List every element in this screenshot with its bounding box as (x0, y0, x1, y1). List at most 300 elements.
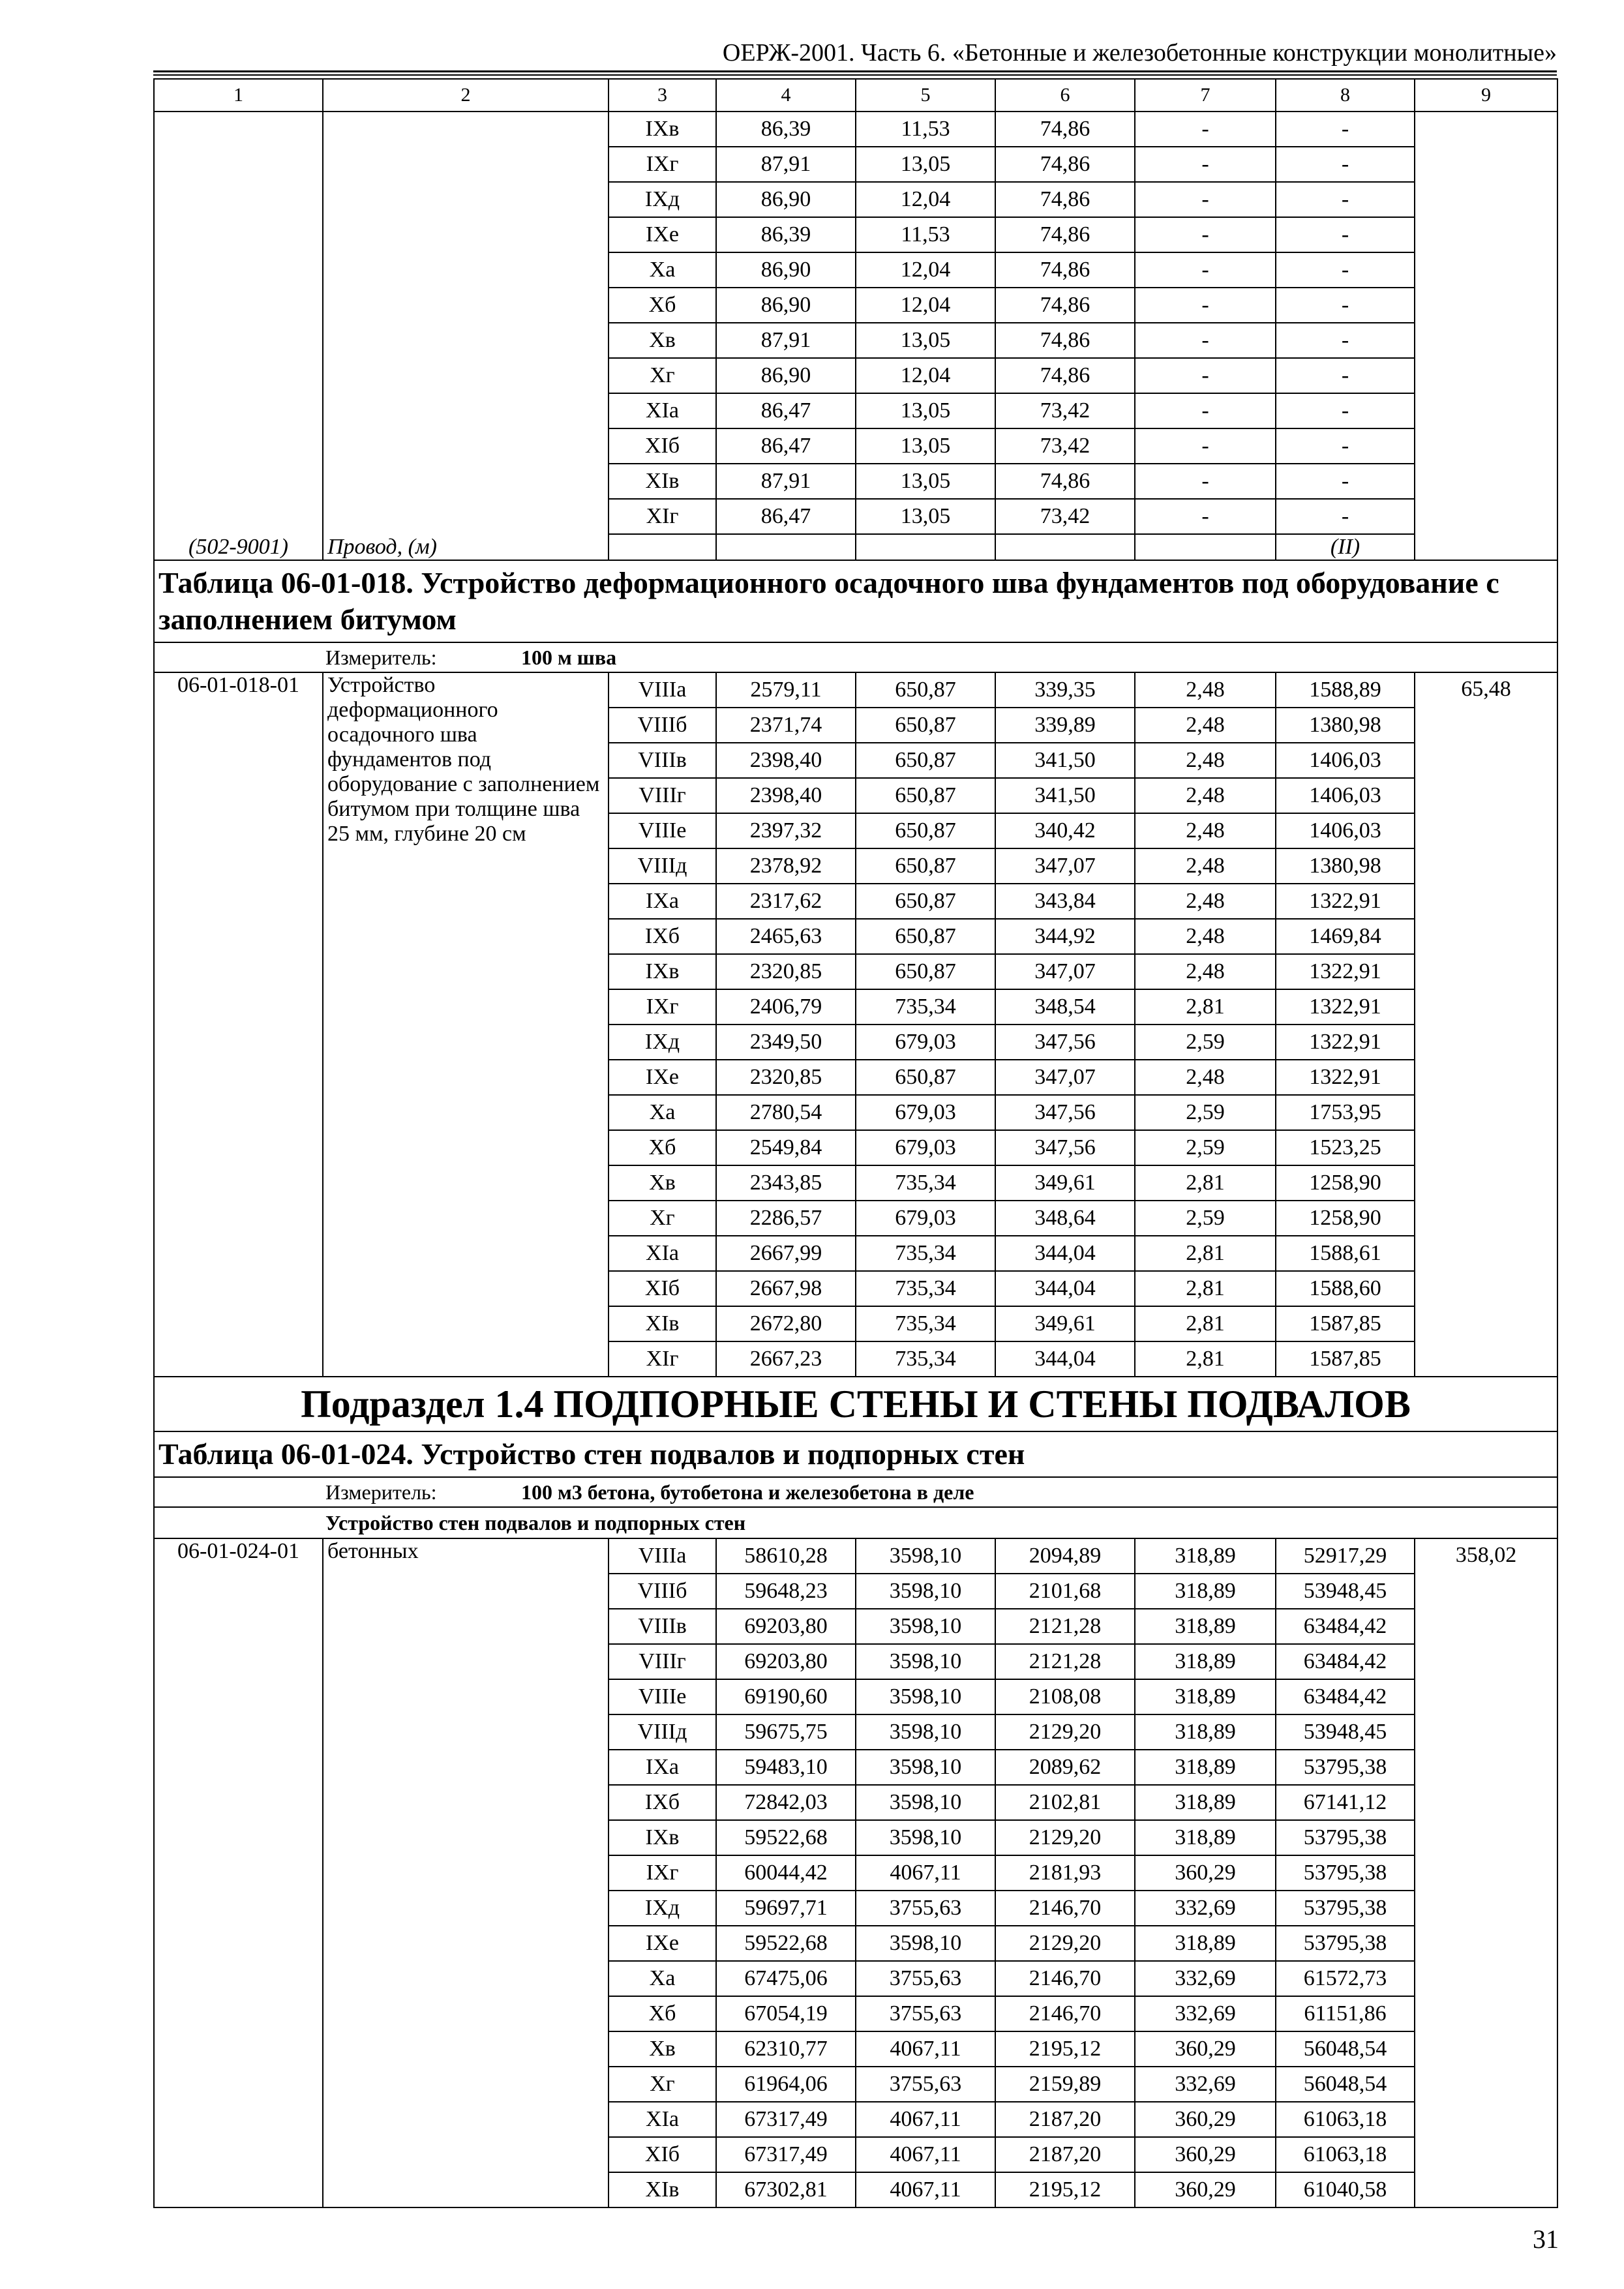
driver-wages-cell: 318,89 (1135, 1714, 1276, 1750)
driver-wages-cell: - (1135, 464, 1276, 499)
wages-cell: 650,87 (856, 848, 995, 884)
driver-wages-cell: 2,81 (1135, 1236, 1276, 1271)
driver-wages-cell: 2,48 (1135, 1060, 1276, 1095)
empty-cell (995, 534, 1135, 560)
machines-cell: 2159,89 (995, 2067, 1135, 2102)
materials-cell: 53948,45 (1276, 1574, 1415, 1609)
wages-cell: 3755,63 (856, 2067, 995, 2102)
meter-label: Измеритель: (325, 646, 437, 669)
wages-cell: 3598,10 (856, 1574, 995, 1609)
wages-cell: 3598,10 (856, 1679, 995, 1714)
materials-cell: 61063,18 (1276, 2102, 1415, 2137)
wages-cell: 4067,11 (856, 2172, 995, 2207)
materials-cell: 1587,85 (1276, 1341, 1415, 1377)
table-title: Таблица 06-01-024. Устройство стен подвалов и подпорных стен (154, 1431, 1557, 1477)
zone-cell: VIIIб (609, 708, 716, 743)
wages-cell: 650,87 (856, 672, 995, 708)
machines-cell: 339,89 (995, 708, 1135, 743)
total-cost-cell: 2667,23 (716, 1341, 856, 1377)
zone-cell: IXг (609, 989, 716, 1025)
driver-wages-cell: 318,89 (1135, 1820, 1276, 1855)
driver-wages-cell: 332,69 (1135, 1891, 1276, 1926)
materials-cell: 1258,90 (1276, 1165, 1415, 1201)
wages-cell: 3755,63 (856, 1891, 995, 1926)
driver-wages-cell: 332,69 (1135, 2067, 1276, 2102)
total-cost-cell: 86,90 (716, 252, 856, 288)
labor-cost-cell: 65,48 (1415, 672, 1557, 1377)
zone-cell: Xа (609, 1961, 716, 1996)
wages-cell: 3598,10 (856, 1609, 995, 1644)
zone-cell: VIIIд (609, 1714, 716, 1750)
subsection-row (154, 1377, 1557, 1431)
total-cost-cell: 2397,32 (716, 813, 856, 848)
page-header: ОЕРЖ-2001. Часть 6. «Бетонные и железобетонные конструкции монолитные» (722, 39, 1557, 67)
zone-cell: IXв (609, 1820, 716, 1855)
machines-cell: 344,04 (995, 1271, 1135, 1306)
wages-cell: 3598,10 (856, 1785, 995, 1820)
total-cost-cell: 2780,54 (716, 1095, 856, 1130)
resource-note-cell: (II) (1276, 534, 1415, 560)
wages-cell: 650,87 (856, 1060, 995, 1095)
zone-cell: IXг (609, 147, 716, 182)
wages-cell: 3755,63 (856, 1996, 995, 2031)
materials-cell: 1406,03 (1276, 813, 1415, 848)
zone-cell: IXа (609, 884, 716, 919)
machines-cell: 347,07 (995, 1060, 1135, 1095)
meter-label: Измеритель: (325, 1480, 437, 1504)
total-cost-cell: 69203,80 (716, 1644, 856, 1679)
machines-cell: 74,86 (995, 147, 1135, 182)
driver-wages-cell: 2,81 (1135, 1306, 1276, 1341)
total-cost-cell: 2320,85 (716, 1060, 856, 1095)
materials-cell: 53795,38 (1276, 1855, 1415, 1891)
machines-cell: 344,04 (995, 1236, 1135, 1271)
materials-cell: 56048,54 (1276, 2031, 1415, 2067)
driver-wages-cell: 332,69 (1135, 1961, 1276, 1996)
machines-cell: 341,50 (995, 743, 1135, 778)
column-number: 7 (1135, 79, 1276, 112)
materials-cell: 61040,58 (1276, 2172, 1415, 2207)
machines-cell: 74,86 (995, 358, 1135, 393)
machines-cell: 74,86 (995, 252, 1135, 288)
materials-cell: 1587,85 (1276, 1306, 1415, 1341)
total-cost-cell: 2349,50 (716, 1025, 856, 1060)
zone-cell: IXе (609, 1060, 716, 1095)
wages-cell: 735,34 (856, 1165, 995, 1201)
driver-wages-cell: 360,29 (1135, 2137, 1276, 2172)
labor-cost-cell (1415, 112, 1557, 560)
materials-cell: 1753,95 (1276, 1095, 1415, 1130)
driver-wages-cell: 2,81 (1135, 1165, 1276, 1201)
total-cost-cell: 86,90 (716, 358, 856, 393)
materials-cell: 1322,91 (1276, 1060, 1415, 1095)
machines-cell: 349,61 (995, 1165, 1135, 1201)
total-cost-cell: 67054,19 (716, 1996, 856, 2031)
machines-cell: 348,64 (995, 1201, 1135, 1236)
total-cost-cell: 2667,98 (716, 1271, 856, 1306)
materials-cell: - (1276, 323, 1415, 358)
total-cost-cell: 59675,75 (716, 1714, 856, 1750)
total-cost-cell: 86,47 (716, 428, 856, 464)
empty-cell (1135, 534, 1276, 560)
machines-cell: 344,04 (995, 1341, 1135, 1377)
materials-cell: 1523,25 (1276, 1130, 1415, 1165)
wages-cell: 735,34 (856, 1306, 995, 1341)
wages-cell: 679,03 (856, 1130, 995, 1165)
total-cost-cell: 87,91 (716, 464, 856, 499)
driver-wages-cell: 360,29 (1135, 2172, 1276, 2207)
materials-cell: 53795,38 (1276, 1891, 1415, 1926)
total-cost-cell: 58610,28 (716, 1538, 856, 1574)
column-number-row (154, 79, 1557, 112)
machines-cell: 73,42 (995, 393, 1135, 428)
column-number: 5 (856, 79, 995, 112)
total-cost-cell: 87,91 (716, 323, 856, 358)
machines-cell: 2195,12 (995, 2031, 1135, 2067)
zone-cell: Xг (609, 358, 716, 393)
driver-wages-cell: 318,89 (1135, 1644, 1276, 1679)
zone-cell: Xб (609, 288, 716, 323)
machines-cell: 2187,20 (995, 2102, 1135, 2137)
materials-cell: - (1276, 464, 1415, 499)
wages-cell: 679,03 (856, 1095, 995, 1130)
machines-cell: 2146,70 (995, 1891, 1135, 1926)
machines-cell: 2108,08 (995, 1679, 1135, 1714)
total-cost-cell: 59648,23 (716, 1574, 856, 1609)
total-cost-cell: 2672,80 (716, 1306, 856, 1341)
driver-wages-cell: - (1135, 112, 1276, 147)
zone-cell: XIг (609, 1341, 716, 1377)
wages-cell: 650,87 (856, 743, 995, 778)
zone-cell: VIIIа (609, 672, 716, 708)
wages-cell: 13,05 (856, 499, 995, 534)
zone-cell: Xа (609, 252, 716, 288)
total-cost-cell: 2398,40 (716, 743, 856, 778)
materials-cell: 1588,89 (1276, 672, 1415, 708)
column-number: 3 (609, 79, 716, 112)
machines-cell: 343,84 (995, 884, 1135, 919)
driver-wages-cell: - (1135, 358, 1276, 393)
rate-code-cell: 06-01-024-01 (154, 1538, 323, 2207)
wages-cell: 3598,10 (856, 1538, 995, 1574)
materials-cell: 63484,42 (1276, 1609, 1415, 1644)
zone-cell: IXа (609, 1750, 716, 1785)
total-cost-cell: 2579,11 (716, 672, 856, 708)
resource-name: Провод, (м) (327, 535, 437, 559)
rate-name-cell: бетонных (323, 1538, 609, 2207)
machines-cell: 2129,20 (995, 1714, 1135, 1750)
materials-cell: 53948,45 (1276, 1714, 1415, 1750)
materials-cell: - (1276, 393, 1415, 428)
materials-cell: 61063,18 (1276, 2137, 1415, 2172)
machines-cell: 74,86 (995, 288, 1135, 323)
meter-row (154, 642, 1557, 672)
zone-cell: IXд (609, 1891, 716, 1926)
driver-wages-cell: 318,89 (1135, 1679, 1276, 1714)
machines-cell: 347,56 (995, 1095, 1135, 1130)
driver-wages-cell: - (1135, 428, 1276, 464)
driver-wages-cell: 2,48 (1135, 954, 1276, 989)
wages-cell: 650,87 (856, 778, 995, 813)
total-cost-cell: 86,90 (716, 182, 856, 217)
total-cost-cell: 61964,06 (716, 2067, 856, 2102)
total-cost-cell: 72842,03 (716, 1785, 856, 1820)
materials-cell: 53795,38 (1276, 1926, 1415, 1961)
zone-cell: VIIIг (609, 778, 716, 813)
driver-wages-cell: 318,89 (1135, 1785, 1276, 1820)
machines-cell: 344,92 (995, 919, 1135, 954)
zone-cell: IXд (609, 182, 716, 217)
materials-cell: 1258,90 (1276, 1201, 1415, 1236)
materials-cell: 61151,86 (1276, 1996, 1415, 2031)
driver-wages-cell: 332,69 (1135, 1996, 1276, 2031)
zone-cell: VIIIв (609, 743, 716, 778)
machines-cell: 341,50 (995, 778, 1135, 813)
total-cost-cell: 2465,63 (716, 919, 856, 954)
driver-wages-cell: 360,29 (1135, 2031, 1276, 2067)
wages-cell: 3598,10 (856, 1820, 995, 1855)
column-number: 2 (323, 79, 609, 112)
wages-cell: 3598,10 (856, 1926, 995, 1961)
total-cost-cell: 2286,57 (716, 1201, 856, 1236)
wages-cell: 4067,11 (856, 2031, 995, 2067)
wages-cell: 4067,11 (856, 2102, 995, 2137)
total-cost-cell: 67475,06 (716, 1961, 856, 1996)
total-cost-cell: 2378,92 (716, 848, 856, 884)
rates-table-body (154, 79, 1557, 2207)
driver-wages-cell: 2,59 (1135, 1130, 1276, 1165)
driver-wages-cell: - (1135, 288, 1276, 323)
driver-wages-cell: 2,81 (1135, 1271, 1276, 1306)
zone-cell: IXд (609, 1025, 716, 1060)
zone-cell: Xв (609, 1165, 716, 1201)
driver-wages-cell: 2,48 (1135, 919, 1276, 954)
rate-name-cell: Устройство деформационного осадочного шва фундаментов под оборудование с заполнением битумом при толщине шва 25 мм, глубине 20 см (323, 672, 609, 1377)
driver-wages-cell: 2,48 (1135, 848, 1276, 884)
machines-cell: 2121,28 (995, 1644, 1135, 1679)
table-row (154, 672, 1557, 708)
zone-cell: XIа (609, 393, 716, 428)
zone-cell: XIа (609, 1236, 716, 1271)
zone-cell: XIб (609, 1271, 716, 1306)
wages-cell: 11,53 (856, 217, 995, 252)
machines-cell: 340,42 (995, 813, 1135, 848)
machines-cell: 339,35 (995, 672, 1135, 708)
driver-wages-cell: 318,89 (1135, 1574, 1276, 1609)
driver-wages-cell: 360,29 (1135, 2102, 1276, 2137)
driver-wages-cell: 2,48 (1135, 672, 1276, 708)
machines-cell: 347,56 (995, 1130, 1135, 1165)
machines-cell: 2146,70 (995, 1996, 1135, 2031)
wages-cell: 3598,10 (856, 1644, 995, 1679)
machines-cell: 2129,20 (995, 1820, 1135, 1855)
column-number: 4 (716, 79, 856, 112)
zone-cell: XIб (609, 428, 716, 464)
column-number: 9 (1415, 79, 1557, 112)
meter-cell (154, 642, 1557, 672)
zone-cell: XIб (609, 2137, 716, 2172)
wages-cell: 3755,63 (856, 1961, 995, 1996)
subsection-heading: Подраздел 1.4 ПОДПОРНЫЕ СТЕНЫ И СТЕНЫ ПОДВАЛОВ (154, 1377, 1557, 1431)
materials-cell: 1588,60 (1276, 1271, 1415, 1306)
zone-cell: Xб (609, 1130, 716, 1165)
wages-cell: 735,34 (856, 1341, 995, 1377)
subheading-cell (154, 1507, 1557, 1538)
column-number: 6 (995, 79, 1135, 112)
total-cost-cell: 86,90 (716, 288, 856, 323)
driver-wages-cell: 2,81 (1135, 1341, 1276, 1377)
materials-cell: - (1276, 217, 1415, 252)
wages-cell: 650,87 (856, 708, 995, 743)
driver-wages-cell: 2,59 (1135, 1025, 1276, 1060)
machines-cell: 2089,62 (995, 1750, 1135, 1785)
total-cost-cell: 59522,68 (716, 1926, 856, 1961)
total-cost-cell: 2343,85 (716, 1165, 856, 1201)
driver-wages-cell: - (1135, 217, 1276, 252)
table-row (154, 112, 1557, 147)
machines-cell: 347,56 (995, 1025, 1135, 1060)
driver-wages-cell: 318,89 (1135, 1609, 1276, 1644)
driver-wages-cell: 318,89 (1135, 1926, 1276, 1961)
driver-wages-cell: 360,29 (1135, 1855, 1276, 1891)
empty-cell (856, 534, 995, 560)
total-cost-cell: 2317,62 (716, 884, 856, 919)
table-title-row (154, 560, 1557, 642)
machines-cell: 347,07 (995, 954, 1135, 989)
zone-cell: IXб (609, 1785, 716, 1820)
total-cost-cell: 69203,80 (716, 1609, 856, 1644)
materials-cell: 67141,12 (1276, 1785, 1415, 1820)
materials-cell: 1469,84 (1276, 919, 1415, 954)
materials-cell: 1380,98 (1276, 708, 1415, 743)
zone-cell: XIв (609, 2172, 716, 2207)
materials-cell: 52917,29 (1276, 1538, 1415, 1574)
table-row (154, 1538, 1557, 1574)
zone-cell: VIIIв (609, 1609, 716, 1644)
total-cost-cell: 2667,99 (716, 1236, 856, 1271)
driver-wages-cell: 2,48 (1135, 778, 1276, 813)
wages-cell: 650,87 (856, 884, 995, 919)
materials-cell: 53795,38 (1276, 1750, 1415, 1785)
zone-cell: XIв (609, 464, 716, 499)
zone-cell: XIа (609, 2102, 716, 2137)
zone-cell: Xг (609, 2067, 716, 2102)
meter-row (154, 1477, 1557, 1507)
wages-cell: 13,05 (856, 393, 995, 428)
wages-cell: 4067,11 (856, 1855, 995, 1891)
materials-cell: 53795,38 (1276, 1820, 1415, 1855)
machines-cell: 2195,12 (995, 2172, 1135, 2207)
materials-cell: 1322,91 (1276, 954, 1415, 989)
materials-cell: - (1276, 147, 1415, 182)
materials-cell: - (1276, 182, 1415, 217)
zone-cell: IXе (609, 1926, 716, 1961)
total-cost-cell: 59697,71 (716, 1891, 856, 1926)
wages-cell: 679,03 (856, 1025, 995, 1060)
machines-cell: 2187,20 (995, 2137, 1135, 2172)
machines-cell: 74,86 (995, 464, 1135, 499)
driver-wages-cell: 318,89 (1135, 1538, 1276, 1574)
total-cost-cell: 59522,68 (716, 1820, 856, 1855)
wages-cell: 650,87 (856, 919, 995, 954)
wages-cell: 3598,10 (856, 1714, 995, 1750)
wages-cell: 13,05 (856, 428, 995, 464)
zone-cell: IXг (609, 1855, 716, 1891)
wages-cell: 650,87 (856, 954, 995, 989)
materials-cell: 1322,91 (1276, 1025, 1415, 1060)
zone-cell: XIг (609, 499, 716, 534)
total-cost-cell: 67317,49 (716, 2137, 856, 2172)
driver-wages-cell: 2,59 (1135, 1095, 1276, 1130)
zone-cell: IXб (609, 919, 716, 954)
total-cost-cell: 59483,10 (716, 1750, 856, 1785)
machines-cell: 74,86 (995, 323, 1135, 358)
wages-cell: 12,04 (856, 252, 995, 288)
machines-cell: 347,07 (995, 848, 1135, 884)
materials-cell: 1588,61 (1276, 1236, 1415, 1271)
zone-cell: VIIIг (609, 1644, 716, 1679)
column-number: 8 (1276, 79, 1415, 112)
machines-cell: 2129,20 (995, 1926, 1135, 1961)
driver-wages-cell: 2,48 (1135, 708, 1276, 743)
header-rule (153, 70, 1557, 72)
column-number: 1 (154, 79, 323, 112)
rates-table (153, 78, 1558, 2208)
driver-wages-cell: - (1135, 499, 1276, 534)
total-cost-cell: 2320,85 (716, 954, 856, 989)
driver-wages-cell: 318,89 (1135, 1750, 1276, 1785)
zone-cell: Xв (609, 323, 716, 358)
driver-wages-cell: - (1135, 323, 1276, 358)
total-cost-cell: 2398,40 (716, 778, 856, 813)
driver-wages-cell: - (1135, 393, 1276, 428)
total-cost-cell: 2406,79 (716, 989, 856, 1025)
materials-cell: 56048,54 (1276, 2067, 1415, 2102)
zone-cell: IXв (609, 112, 716, 147)
driver-wages-cell: - (1135, 147, 1276, 182)
materials-cell: - (1276, 252, 1415, 288)
driver-wages-cell: 2,48 (1135, 884, 1276, 919)
resource-name-cell (323, 112, 609, 560)
wages-cell: 12,04 (856, 288, 995, 323)
zone-cell: VIIIе (609, 813, 716, 848)
total-cost-cell: 86,47 (716, 499, 856, 534)
machines-cell: 2146,70 (995, 1961, 1135, 1996)
wages-cell: 13,05 (856, 464, 995, 499)
machines-cell: 2121,28 (995, 1609, 1135, 1644)
wages-cell: 13,05 (856, 323, 995, 358)
zone-cell: Xв (609, 2031, 716, 2067)
resource-code-cell (154, 112, 323, 560)
materials-cell: - (1276, 358, 1415, 393)
materials-cell: - (1276, 112, 1415, 147)
driver-wages-cell: - (1135, 182, 1276, 217)
machines-cell: 2094,89 (995, 1538, 1135, 1574)
wages-cell: 4067,11 (856, 2137, 995, 2172)
materials-cell: 61572,73 (1276, 1961, 1415, 1996)
zone-cell: IXв (609, 954, 716, 989)
total-cost-cell: 62310,77 (716, 2031, 856, 2067)
wages-cell: 735,34 (856, 1236, 995, 1271)
total-cost-cell: 86,39 (716, 217, 856, 252)
meter-value: 100 м3 бетона, бутобетона и железобетона в деле (521, 1480, 974, 1504)
total-cost-cell: 67317,49 (716, 2102, 856, 2137)
materials-cell: 1380,98 (1276, 848, 1415, 884)
table-title: Таблица 06-01-018. Устройство деформационного осадочного шва фундаментов под оборудование с заполнением битумом (154, 560, 1557, 642)
empty-cell (609, 534, 716, 560)
materials-cell: - (1276, 499, 1415, 534)
meter-cell (154, 1477, 1557, 1507)
